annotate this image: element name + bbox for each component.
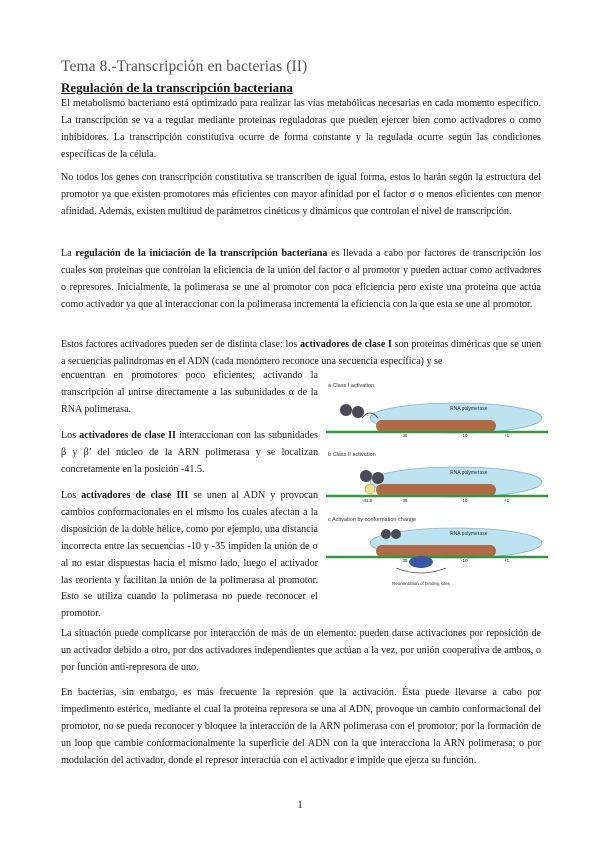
minus41-b: -41.5	[362, 498, 373, 503]
activator-c1	[381, 529, 391, 539]
activator-b1	[360, 470, 372, 482]
panel-a-label: a Class I activation	[328, 383, 375, 389]
sigma-factor-c	[376, 545, 496, 557]
alpha-ntd-b	[365, 484, 375, 494]
activator-c2	[391, 529, 401, 539]
rnap-label-b: RNA polymerase	[450, 470, 488, 476]
activation-figure	[326, 378, 548, 588]
minus35-b: -35	[401, 498, 408, 503]
paragraph-interactions: La situación puede complicarse por interacción de más de un elemento: pueden darse activaciones por reposición de un activador debido a otro, por dos activadores independientes que actúan a la vez, por unión cooperativa de ambos, o por función anti-represora de uno.	[61, 628, 541, 673]
activator-b2	[372, 472, 384, 484]
page-title: Tema 8.-Transcripción en bacterias (II)	[61, 58, 308, 75]
bold-term: activadores de clase III	[81, 490, 189, 501]
section-heading: Regulación de la transcripción bacteriana	[61, 80, 293, 95]
bold-term: activadores de clase II	[79, 430, 176, 441]
plus1-b: +1	[504, 498, 510, 503]
rnap-label-c: RNA polymerase	[450, 531, 488, 537]
minus35-a: -35	[401, 433, 408, 438]
minus10-c: -10	[461, 558, 468, 563]
panel-c-label: c Activation by conformation change	[328, 517, 417, 523]
activator-a1	[340, 404, 352, 416]
activator-c-dna	[409, 556, 433, 568]
plus1-a: +1	[504, 433, 510, 438]
minus10-a: -10	[461, 433, 468, 438]
paragraph-intro: El metabolismo bacteriano está optimizado para realizar las vías metabólicas necesarias en cada momento específico. La transcripción se va a regular mediante proteínas reguladoras que pueden ejercer bien como activadores o como inhibidores. La transcripción constitutiva ocurre de forma constante y la regulada ocurre según las condiciones específicas de la célula.	[61, 98, 541, 160]
page-number: 1	[297, 799, 303, 811]
paragraph-activator-classes: Estos factores activadores pueden ser de distinta clase: los activadores de clase I son proteínas diméricas que se unen a secuencias palíndromas en el ADN (cada monómero reconoce una secuencia específica) y se	[61, 339, 541, 367]
paragraph-class-i: encuentran en promotores poco eficientes; activando la transcripción al unirse directamente a las subunidades α de la RNA polimerasa.	[61, 370, 318, 415]
paragraph-regulation: La regulación de la iniciación de la transcripción bacteriana es llevada a cabo por factores de transcripción los cuales son proteínas que controlan la eficiencia de la unión del factor σ al promotor y pueden actuar como activadores o represores. Inicialmente, la polimerasa se une al promotor con poca eficiencia pero existe una proteína que actúa como activador ya que al interaccionar con la polimerasa incrementa la eficiencia con la que esta se une al promotor.	[61, 248, 541, 310]
paragraph-repression: En bacterias, sin embargo, es más frecuente la represión que la activación. Ésta puede llevarse a cabo por impedimento estérico, mediante el cual la proteína represora se una al ADN, provoque un cambio conformacional del promotor, no se pueda reconocer y bloquee la interacción de la ARN polimerasa con el promotor; por la formación de un loop que cambie conformacionalmente la superficie del ADN con la que interacciona la ARN polimerasa; o por modulación del activador, donde el represor interactúa con el activador e impide que ejerza su función.	[61, 687, 541, 766]
activation-diagram	[326, 378, 548, 588]
paragraph-class-iii: Los activadores de clase III se unen al ADN y provocan cambios conformacionales en el mismo los cuales afectan a la disposición de la doble hélice, como por ejemplo, una distancia incorrecta entre las secuencias -10 y -35 impiden la unión de σ al no estar dispuestas hacia el mismo lado, luego el activador las reorienta y facilitan la unión de la polimerasa al promotor. Esto se utiliza cuando la polimerasa no puede reconocer el promotor.	[61, 490, 318, 620]
rnap-label-a: RNA polymerase	[450, 406, 488, 412]
minus10-b: -10	[461, 498, 468, 503]
minus35-c: -35	[401, 558, 408, 563]
panel-b-label: b Class II activation	[328, 452, 376, 458]
bold-term: activadores de clase I	[299, 339, 392, 350]
paragraph-class-ii: Los activadores de clase II interaccionan con las subunidades β y β’ del núcleo de la ARN polimerasa y se localizan concretamente en la posición -41.5.	[61, 430, 318, 475]
reorientation-arrow	[396, 568, 446, 573]
paragraph-constitutive: No todos los genes con transcripción constitutiva se transcriben de igual forma, estos lo harán según la estructura del promotor ya que existen promotores más eficientes con mayor afinidad por el factor σ o menos eficientes con menor afinidad. Además, existen multitud de parámetros cinéticos y dinámicos que controlan el nivel de transcripción.	[61, 172, 541, 217]
activator-a2	[352, 406, 364, 418]
bold-term: regulación de la iniciación de la transcripción bacteriana	[75, 248, 328, 259]
reorientation-caption: Reorientation of binding sites	[392, 581, 451, 586]
sigma-factor-a	[376, 420, 496, 432]
plus1-c: +1	[504, 558, 510, 563]
sigma-factor-b	[376, 484, 496, 496]
